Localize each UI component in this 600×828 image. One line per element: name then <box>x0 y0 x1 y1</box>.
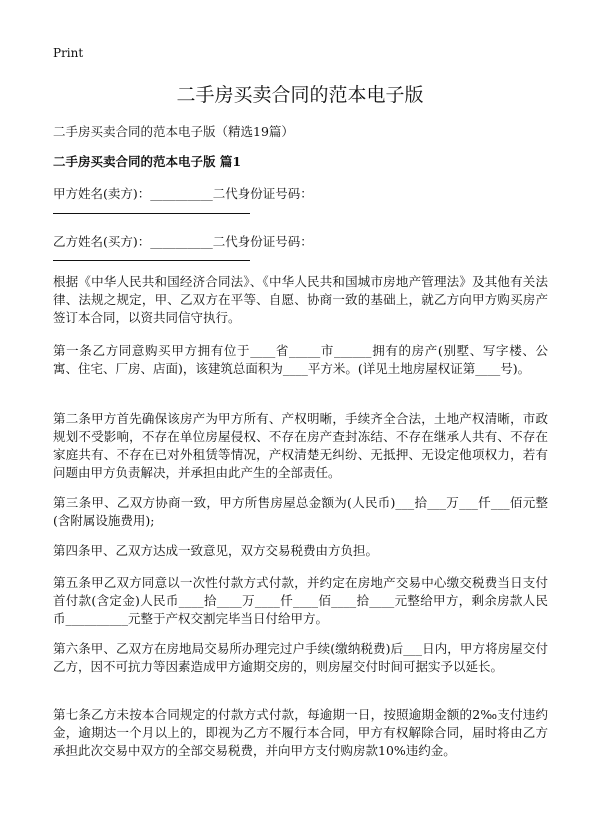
article-3-paragraph: 第三条甲、乙双方协商一致，甲方所售房屋总金额为(人民币)___拾___万___仟___佰元整(含附属设施费用); <box>53 495 548 528</box>
buyer-name-field: 乙方姓名(买方)：__________二代身份证号码： <box>53 234 313 249</box>
article-1-paragraph: 第一条乙方同意购买甲方拥有位于____省_____市______拥有的房产(别墅、写字楼、公寓、住宅、厂房、店面)，该建筑总面积为____平方米。(详见土地房屋权证第____号)。 <box>53 343 548 376</box>
page-title: 二手房买卖合同的范本电子版 <box>176 84 424 106</box>
document-subtitle: 二手房买卖合同的范本电子版（精选19篇） <box>53 124 294 139</box>
article-2-paragraph: 第二条甲方首先确保该房产为甲方所有、产权明晰，手续齐全合法，土地产权清晰，市政规划不受影响，不存在单位房屋侵权、不存在房产查封冻结、不存在继承人共有、不存在家庭共有、不存在已对外租赁等情况，产权清楚无纠纷、无抵押、无设定他项权力，若有问题由甲方负责解决，并承担由此产生的全部责任。 <box>53 411 548 480</box>
article-6-paragraph: 第六条甲、乙双方在房地局交易所办理完过户手续(缴纳税费)后___日内，甲方将房屋交付乙方，因不可抗力等因素造成甲方逾期交房的，则房屋交付时间可据实予以延长。 <box>53 641 548 674</box>
intro-paragraph: 根据《中华人民共和国经济合同法》、《中华人民共和国城市房地产管理法》及其他有关法律、法规之规定，甲、乙双方在平等、自愿、协商一致的基础上，就乙方向甲方购买房产签订本合同，以资共同信守执行。 <box>53 274 548 325</box>
article-4-paragraph: 第四条甲、乙双方达成一致意见，双方交易税费由方负担。 <box>53 543 379 558</box>
print-link[interactable]: Print <box>53 46 84 60</box>
article-5-paragraph: 第五条甲乙双方同意以一次性付款方式付款，并约定在房地产交易中心缴交税费当日支付首付款(含定金)人民币____拾____万____仟____佰____拾____元整给甲方，剩余房款人民币__________元整于产权交割完毕当日付给甲方。 <box>53 575 548 626</box>
buyer-blank-line <box>53 260 250 261</box>
seller-blank-line <box>53 213 250 214</box>
article-7-paragraph: 第七条乙方未按本合同规定的付款方式付款，每逾期一日，按照逾期金额的2‰支付违约金，逾期达一个月以上的，即视为乙方不履行本合同，甲方有权解除合同，届时将由乙方承担此次交易中双方的全部交易税费，并向甲方支付购房款10%违约金。 <box>53 707 548 758</box>
seller-name-field: 甲方姓名(卖方)：__________二代身份证号码： <box>53 186 313 201</box>
section-heading: 二手房买卖合同的范本电子版 篇1 <box>53 154 242 169</box>
